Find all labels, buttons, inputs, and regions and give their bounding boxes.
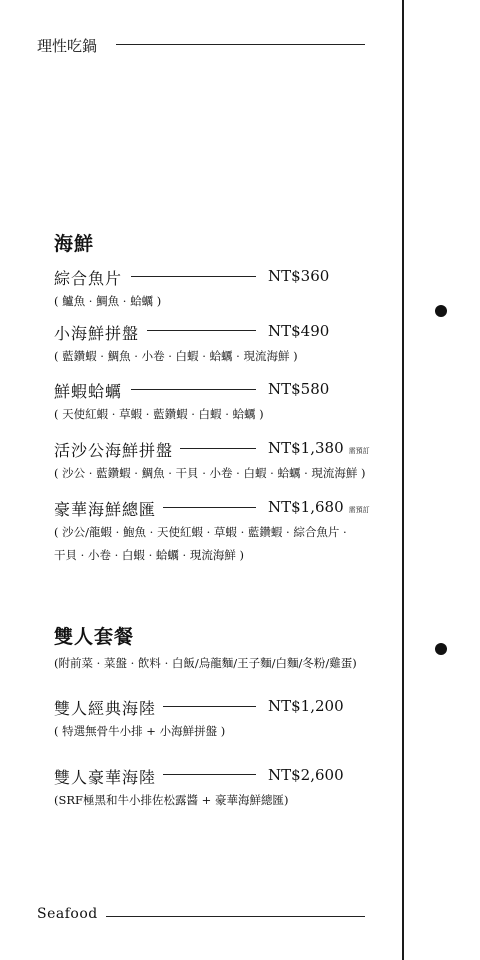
menu-item-rule: [147, 330, 256, 331]
menu-item-desc: ( 沙公/龍蝦 · 鮑魚 · 天使紅蝦 · 草蝦 · 藍鑽蝦 · 綜合魚片 ·: [54, 525, 347, 539]
footer-label: Seafood: [37, 906, 98, 922]
menu-item-rule: [163, 706, 256, 707]
seafood-section-title: 海鮮: [54, 233, 95, 255]
reservation-note: 需預訂: [348, 447, 370, 455]
couple-section-subtitle: (附前菜 · 菜盤 · 飲料 · 白飯/烏龍麵/王子麵/白麵/冬粉/雞蛋): [54, 656, 357, 670]
footer-rule: [106, 916, 365, 917]
menu-item-price: NT$360: [268, 267, 330, 285]
menu-item-name: 豪華海鮮總匯: [54, 500, 157, 519]
couple-section-title: 雙人套餐: [54, 626, 135, 648]
menu-item-desc: ( 沙公 · 藍鑽蝦 · 鯛魚 · 干貝 · 小卷 · 白蝦 · 蛤蠣 · 現流海鮮 ): [54, 466, 366, 480]
menu-item-rule: [131, 389, 256, 390]
menu-item-price: NT$1,380 需預訂: [268, 439, 370, 457]
menu-item-name: 小海鮮拼盤: [54, 324, 140, 343]
menu-item-rule: [163, 507, 256, 508]
menu-item-desc: 干貝 · 小卷 · 白蝦 · 蛤蠣 · 現流海鮮 ): [54, 548, 245, 562]
menu-item-desc: (SRF極黑和牛小排佐松露醬 + 豪華海鮮總匯): [54, 793, 289, 807]
menu-item-desc: ( 天使紅蝦 · 草蝦 · 藍鑽蝦 · 白蝦 · 蛤蠣 ): [54, 407, 264, 421]
menu-item-price: NT$1,680 需預訂: [268, 498, 370, 516]
menu-item-name: 雙人豪華海陸: [54, 768, 157, 787]
menu-item-price: NT$490: [268, 322, 330, 340]
menu-item-rule: [131, 276, 256, 277]
brand-rule: [116, 44, 365, 45]
menu-item-rule: [180, 448, 256, 449]
reservation-note: 需預訂: [348, 506, 370, 514]
menu-item-price: NT$2,600: [268, 766, 344, 784]
menu-item-name: 綜合魚片: [54, 269, 123, 288]
menu-item-desc: ( 藍鑽蝦 · 鯛魚 · 小卷 · 白蝦 · 蛤蠣 · 現流海鮮 ): [54, 349, 298, 363]
menu-item-name: 鮮蝦蛤蠣: [54, 382, 123, 401]
brand-name: 理性吃鍋: [37, 37, 98, 55]
menu-item-desc: ( 特選無骨牛小排 + 小海鮮拼盤 ): [54, 724, 226, 738]
menu-item-price: NT$1,200: [268, 697, 344, 715]
menu-item-rule: [163, 774, 256, 775]
menu-item-price: NT$580: [268, 380, 330, 398]
page-divider-line: [402, 0, 404, 960]
menu-item-name: 活沙公海鮮拼盤: [54, 441, 174, 460]
binder-hole-bottom: [435, 643, 447, 655]
binder-hole-top: [435, 305, 447, 317]
menu-item-desc: ( 鱸魚 · 鯛魚 · 蛤蠣 ): [54, 294, 162, 308]
menu-item-name: 雙人經典海陸: [54, 699, 157, 718]
